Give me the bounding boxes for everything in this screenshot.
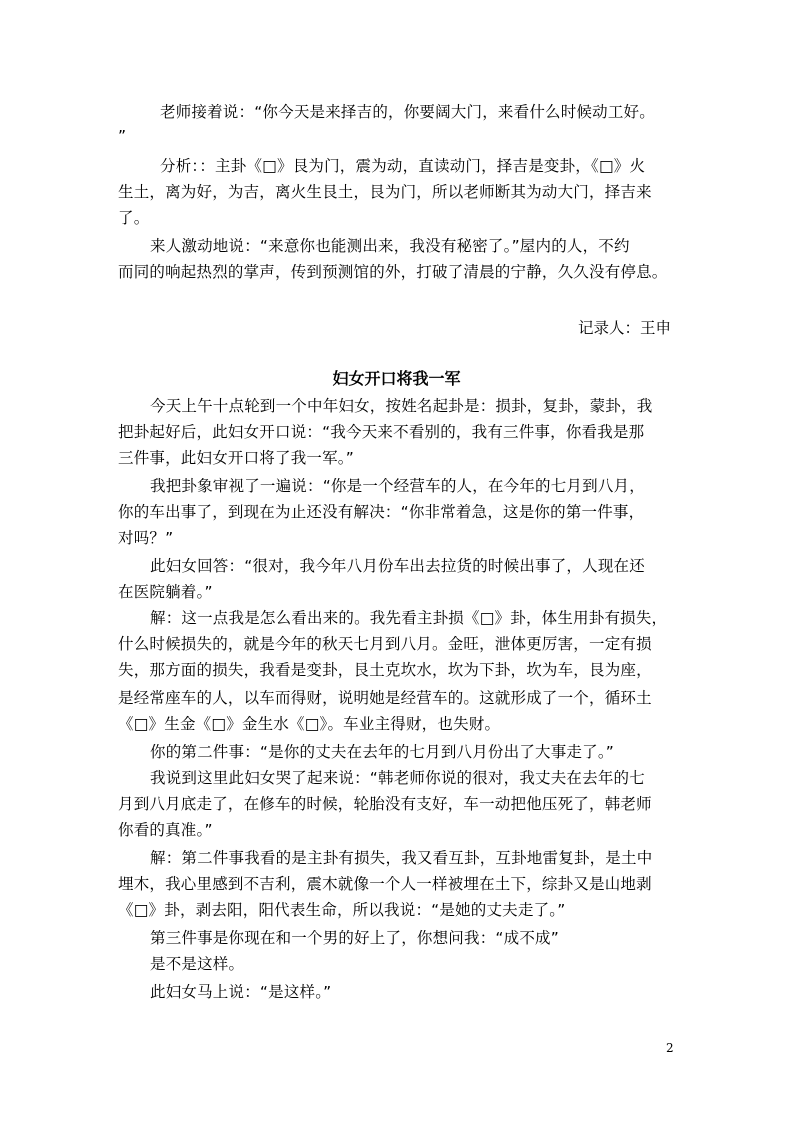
page-number: 2 bbox=[666, 1041, 674, 1055]
paragraph-line: 分析：：主卦《□》艮为门，震为动，直读动门，择吉是变卦，《□》火 bbox=[160, 157, 646, 175]
paragraph-line: 什么时候损失的，就是今年的秋天七月到八月。金旺，泄体更厉害，一定有损 bbox=[118, 635, 652, 653]
paragraph-line: 三件事，此妇女开口将了我一军。” bbox=[118, 449, 354, 467]
paragraph-line: 埋木，我心里感到不吉利，震木就像一个人一样被埋在土下，综卦又是山地剥 bbox=[118, 875, 652, 893]
paragraph-line: 是经常座车的人，以车而得财，说明她是经营车的。这就形成了一个，循环土 bbox=[118, 689, 652, 707]
paragraph-line: 是不是这样。 bbox=[150, 955, 245, 973]
paragraph-line: 对吗？” bbox=[118, 529, 174, 547]
paragraph-line: 在医院躺着。” bbox=[118, 583, 213, 601]
paragraph-line: 了。 bbox=[118, 209, 150, 227]
paragraph-line: 今天上午十点轮到一个中年妇女，按姓名起卦是：损卦，复卦，蒙卦，我 bbox=[150, 397, 653, 415]
paragraph-line: 失，那方面的损失，我看是变卦，艮土克坎水，坎为下卦，坎为车，艮为座， bbox=[118, 661, 652, 679]
paragraph-line: 你的第二件事：“是你的丈夫在去年的七月到八月份出了大事走了。” bbox=[150, 743, 615, 761]
paragraph-line: 《□》卦，剥去阳，阳代表生命，所以我说：“是她的丈夫走了。” bbox=[118, 901, 566, 919]
recorder-signature: 记录人：王申 bbox=[578, 319, 672, 337]
paragraph-line: 你看的真准。” bbox=[118, 821, 213, 839]
paragraph-line: 解：这一点我是怎么看出来的。我先看主卦损《□》卦，体生用卦有损失， bbox=[150, 609, 668, 627]
section-title: 妇女开口将我一军 bbox=[332, 369, 461, 388]
paragraph-line: 第三件事是你现在和一个男的好上了，你想问我：“成不成” bbox=[150, 929, 559, 947]
paragraph-line: 生土，离为好，为吉，离火生艮土，艮为门，所以老师断其为动大门，择吉来 bbox=[118, 183, 652, 201]
paragraph-line: 我把卦象审视了一遍说：“你是一个经营车的人，在今年的七月到八月， bbox=[150, 477, 645, 495]
paragraph-line: 来人激动地说：“来意你也能测出来，我没有秘密了。”屋内的人，不约 bbox=[150, 237, 630, 255]
paragraph-line: 把卦起好后，此妇女开口说：“我今天来不看别的，我有三件事，你看我是那 bbox=[118, 423, 645, 441]
paragraph-line: 解：第二件事我看的是主卦有损失，我又看互卦，互卦地雷复卦，是土中 bbox=[150, 849, 653, 867]
paragraph-line: 而同的响起热烈的掌声，传到预测馆的外，打破了清晨的宁静，久久没有停息。 bbox=[118, 263, 668, 281]
paragraph-line: 《□》生金《□》金生水《□》。车业主得财，也失财。 bbox=[118, 715, 501, 733]
paragraph-line: 此妇女马上说：“是这样。” bbox=[150, 983, 332, 1001]
paragraph-line: 此妇女回答：“很对，我今年八月份车出去拉货的时候出事了，人现在还 bbox=[150, 557, 645, 575]
paragraph-line: 老师接着说：“你今天是来择吉的，你要阔大门，来看什么时候动工好。 bbox=[160, 103, 655, 121]
paragraph-line: 我说到这里此妇女哭了起来说：“韩老师你说的很对，我丈夫在去年的七 bbox=[150, 769, 645, 787]
paragraph-line: 你的车出事了，到现在为止还没有解决：“你非常着急，这是你的第一件事， bbox=[118, 503, 645, 521]
paragraph-line: ” bbox=[118, 127, 127, 145]
paragraph-line: 月到八月底走了，在修车的时候，轮胎没有支好，车一动把他压死了，韩老师 bbox=[118, 795, 652, 813]
